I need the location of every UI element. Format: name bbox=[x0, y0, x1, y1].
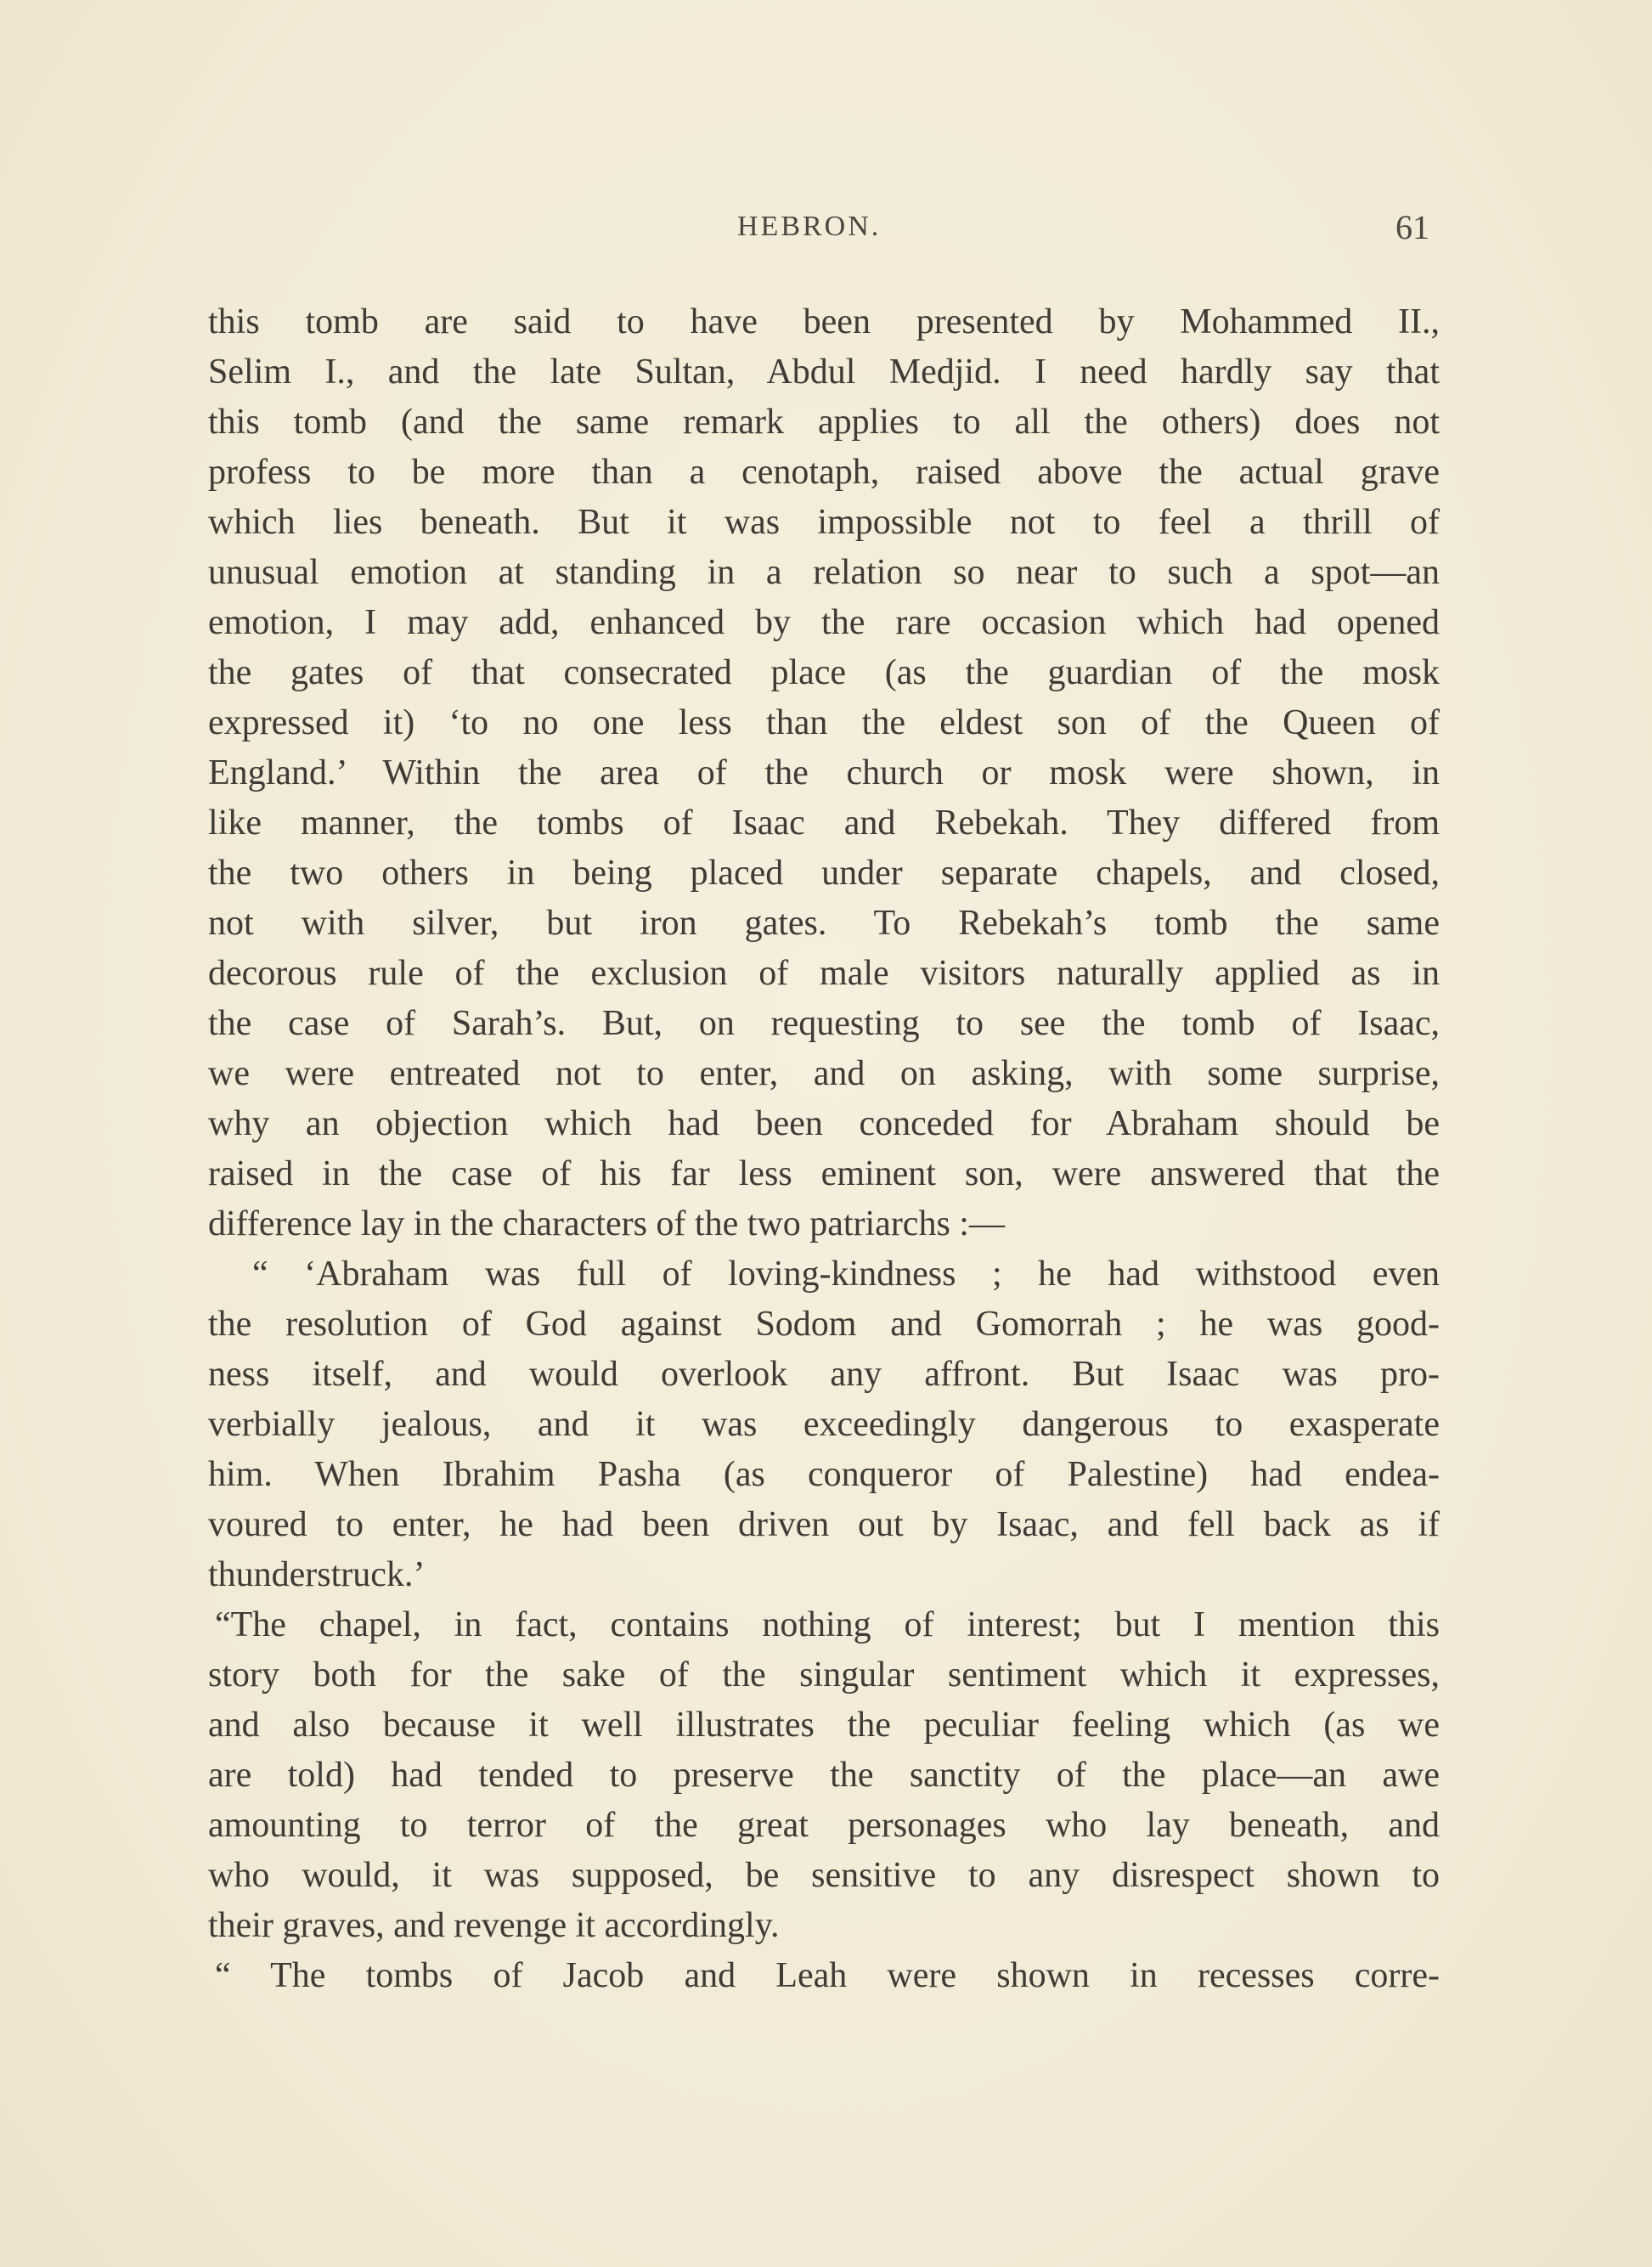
text-line: voured to enter, he had been driven out by Isaac, and fell back as if bbox=[208, 1505, 1440, 1544]
text-line: decorous rule of the exclusion of male visitors naturally applied as in bbox=[208, 954, 1440, 993]
page-number: 61 bbox=[1395, 208, 1429, 246]
text-line: the gates of that consecrated place (as the guardian of the mosk bbox=[208, 653, 1440, 692]
body-text bbox=[208, 297, 1440, 2001]
text-line: emotion, I may add, enhanced by the rare occasion which had opened bbox=[208, 603, 1440, 642]
text-line: him. When Ibrahim Pasha (as conqueror of Palestine) had endea- bbox=[208, 1455, 1440, 1494]
text-line: Selim I., and the late Sultan, Abdul Medjid. I need hardly say that bbox=[208, 352, 1440, 392]
text-line: profess to be more than a cenotaph, raised above the actual grave bbox=[208, 453, 1440, 492]
text-line: expressed it) ‘to no one less than the eldest son of the Queen of bbox=[208, 703, 1440, 742]
text-line: ness itself, and would overlook any affront. But Isaac was pro- bbox=[208, 1355, 1440, 1394]
text-line: “ The tombs of Jacob and Leah were shown in recesses corre- bbox=[215, 1956, 1440, 1995]
text-line: why an objection which had been conceded for Abraham should be bbox=[208, 1104, 1440, 1143]
text-line: are told) had tended to preserve the sanctity of the place—an awe bbox=[208, 1756, 1440, 1795]
text-line: thunderstruck.’ bbox=[208, 1555, 426, 1594]
text-line: this tomb are said to have been presented by Mohammed II., bbox=[208, 302, 1440, 341]
text-line: who would, it was supposed, be sensitive to any disrespect shown to bbox=[208, 1856, 1440, 1895]
text-line: story both for the sake of the singular sentiment which it expresses, bbox=[208, 1655, 1440, 1695]
running-head bbox=[0, 208, 1652, 253]
text-line: “The chapel, in fact, contains nothing of interest; but I mention this bbox=[215, 1605, 1440, 1644]
text-line: difference lay in the characters of the two patriarchs :— bbox=[208, 1204, 1005, 1243]
text-line: England.’ Within the area of the church or mosk were shown, in bbox=[208, 753, 1440, 792]
text-line: the two others in being placed under separate chapels, and closed, bbox=[208, 854, 1440, 893]
text-line: unusual emotion at standing in a relation so near to such a spot—an bbox=[208, 553, 1440, 592]
text-line: like manner, the tombs of Isaac and Rebekah. They differed from bbox=[208, 804, 1440, 843]
text-line: verbially jealous, and it was exceedingly dangerous to exasperate bbox=[208, 1405, 1440, 1444]
text-line: amounting to terror of the great personages who lay beneath, and bbox=[208, 1806, 1440, 1845]
text-line: which lies beneath. But it was impossible not to feel a thrill of bbox=[208, 503, 1440, 542]
text-line: their graves, and revenge it accordingly. bbox=[208, 1906, 780, 1945]
text-line: we were entreated not to enter, and on asking, with some surprise, bbox=[208, 1054, 1440, 1093]
text-line: this tomb (and the same remark applies to all the others) does not bbox=[208, 403, 1440, 442]
text-line: the case of Sarah’s. But, on requesting to see the tomb of Isaac, bbox=[208, 1004, 1440, 1043]
text-line: not with silver, but iron gates. To Rebekah’s tomb the same bbox=[208, 904, 1440, 943]
text-line: “ ‘Abraham was full of loving-kindness ; he had withstood even bbox=[252, 1255, 1440, 1294]
text-line: raised in the case of his far less eminent son, were answered that the bbox=[208, 1154, 1440, 1193]
running-head-title: HEBRON. bbox=[737, 211, 882, 242]
text-line: and also because it well illustrates the peculiar feeling which (as we bbox=[208, 1706, 1440, 1745]
text-line: the resolution of God against Sodom and Gomorrah ; he was good- bbox=[208, 1305, 1440, 1344]
